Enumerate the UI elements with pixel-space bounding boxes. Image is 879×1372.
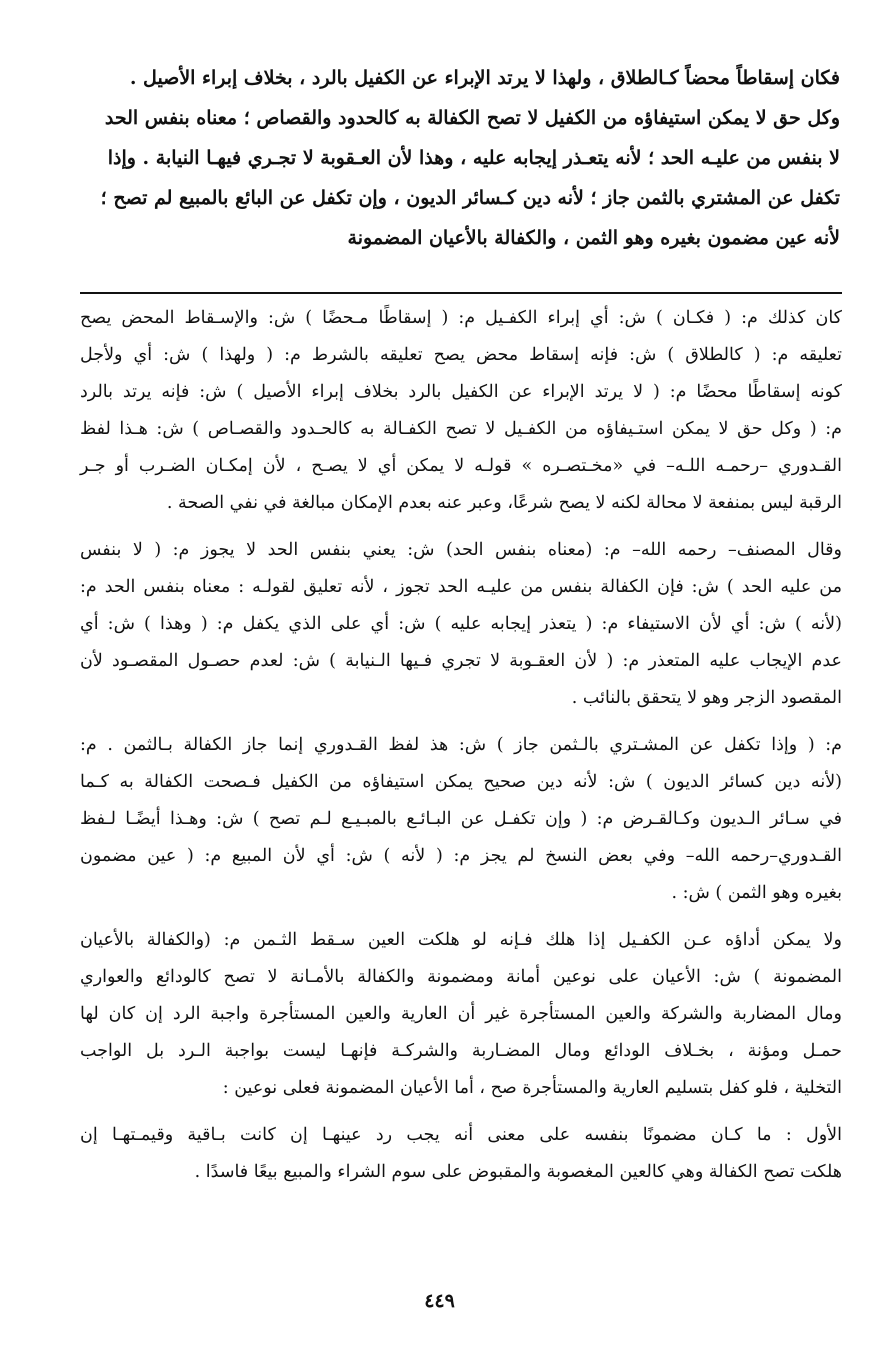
commentary-line: ومال المضاربة والشركة والعين المستأجرة غير أن العارية والعين المستأجرة واجبة الرد إن كان لها	[80, 1004, 842, 1024]
commentary-line: كونه إسقاطًا محضًا م: ( لا يرتد الإبراء عن الكفيل بالرد بخلاف إبراء الأصيل ) ش: فإنه يرتد بالرد	[80, 382, 842, 402]
commentary-line: بغيره وهو الثمن ) ش: .	[671, 883, 842, 903]
separator-rule	[80, 292, 842, 294]
commentary-line: هلكت تصح الكفالة وهي كالعين المغصوبة والمقبوض على سوم الشراء والمبيع بيعًا فاسدًا .	[194, 1162, 842, 1182]
commentary-line: م: ( وكل حق لا يمكن استـيفاؤه من الكفـيل لا تصح الكفـالة به كالحـدود والقصـاص ) ش: هـذا لفظ	[80, 419, 842, 439]
main-text-block	[80, 58, 840, 258]
commentary-line: (لأنه ) ش: أي لأن الاستيفاء م: ( يتعذر إيجابه عليه ) ش: أي على الذي يكفل م: ( وهذا ) ش: أي	[80, 614, 842, 634]
commentary-line: من عليه الحد ) ش: فإن الكفالة بنفس من عليـه الحد تجوز ، لأنه تعليق لقولـه : معناه بنفس الحد م:	[80, 577, 842, 597]
commentary-line: في سـائر الـديون وكـالقـرض م: ( وإن تكفـل عن البـائـع بالمبـيـع لـم تصح ) ش: وهـذا أيضًـا لـفظ	[80, 809, 842, 829]
main-text-line: فكان إسقاطاً محضاً كـالطلاق ، ولهذا لا يرتد الإبراء عن الكفيل بالرد ، بخلاف إبراء الأصيل .	[129, 67, 840, 89]
main-text-line: تكفل عن المشتري بالثمن جاز ؛ لأنه دين كـسائر الديون ، وإن تكفل عن البائع بالمبيع لم تصح ؛	[100, 187, 840, 209]
commentary-paragraph	[80, 532, 842, 717]
commentary-block	[80, 300, 842, 1201]
commentary-line: المقصود الزجر وهو لا يتحقق بالنائب .	[571, 688, 842, 708]
commentary-line: م: ( وإذا تكفل عن المشـتري بالـثمن جاز ) ش: هذ لفظ القـدوري إنما جاز الكفالة بـالثمن . م:	[80, 735, 842, 755]
main-text-line: وكل حق لا يمكن استيفاؤه من الكفيل لا تصح الكفالة به كالحدود والقصاص ؛ معناه بنفس الحد	[104, 107, 840, 129]
page-number: ٤٤٩	[424, 1290, 455, 1312]
commentary-line: القـدوري –رحمـه اللـه– في «مخـتصـره » قولـه لا يمكن أي لا يصـح ، لأن إمكـان الضـرب أو جـر	[80, 456, 842, 476]
commentary-line: وقال المصنف– رحمه الله– م: (معناه بنفس الحد) ش: يعني بنفس الحد لا يجوز م: ( لا بنفس	[80, 540, 842, 560]
commentary-line: تعليقه م: ( كالطلاق ) ش: فإنه إسقاط محض يصح تعليقه بالشرط م: ( ولهذا ) ش: أي ولأجل	[80, 345, 842, 365]
main-text-line: لا بنفس من عليـه الحد ؛ لأنه يتعـذر إيجابه عليه ، وهذا لأن العـقوبة لا تجـري فيهـا النيابة . وإذا	[107, 147, 840, 169]
commentary-line: كان كذلك م: ( فكـان ) ش: أي إبراء الكفـيل م: ( إسقاطًا مـحضًا ) ش: والإسـقاط المحض يصح	[80, 308, 842, 328]
commentary-paragraph	[80, 1117, 842, 1191]
commentary-line: عدم الإيجاب عليه المتعذر م: ( لأن العقـوبة لا تجري فـيها الـنيابة ) ش: لعدم حصـول المقصـود لأن	[80, 651, 842, 671]
commentary-line: الرقبة ليس بمنفعة لا محالة لكنه لا يصح شرعًا، وعبر عنه بعدم الإمكان مبالغة في نفي الصحة .	[166, 493, 842, 513]
commentary-line: الأول : ما كـان مضمونًا بنفسه على معنى أنه يجب رد عينهـا إن كانت بـاقية وقيمـتهـا إن	[80, 1125, 842, 1145]
commentary-paragraph	[80, 922, 842, 1107]
commentary-line: المضمونة ) ش: الأعيان على نوعين أمانة ومضمونة والكفالة بالأمـانة لا تصح كالودائع والعواري	[80, 967, 842, 987]
main-text-line: لأنه عين مضمون بغيره وهو الثمن ، والكفالة بالأعيان المضمونة	[347, 227, 840, 249]
commentary-line: التخلية ، فلو كفل بتسليم العارية والمستأجرة صح ، أما الأعيان المضمونة فعلى نوعين :	[222, 1078, 842, 1098]
commentary-line: القـدوري–رحمه الله– وفي بعض النسخ لم يجز م: ( لأنه ) ش: أي لأن المبيع م: ( عين مضمون	[80, 846, 842, 866]
commentary-paragraph	[80, 727, 842, 912]
commentary-line: ولا يمكن أداؤه عـن الكفـيل إذا هلك فـإنه لو هلكت العين سـقط الثـمن م: (والكفالة بالأعيان	[80, 930, 842, 950]
commentary-line: حمـل ومؤنة ، بخـلاف الودائع ومال المضـاربة والشركـة فإنهـا ليست بواجبة الـرد بل الواجب	[80, 1041, 842, 1061]
commentary-paragraph	[80, 300, 842, 522]
commentary-line: (لأنه دين كسائر الديون ) ش: لأنه دين صحيح يمكن استيفاؤه من الكفيل فـصحت الكفالة به كـما	[80, 772, 842, 792]
